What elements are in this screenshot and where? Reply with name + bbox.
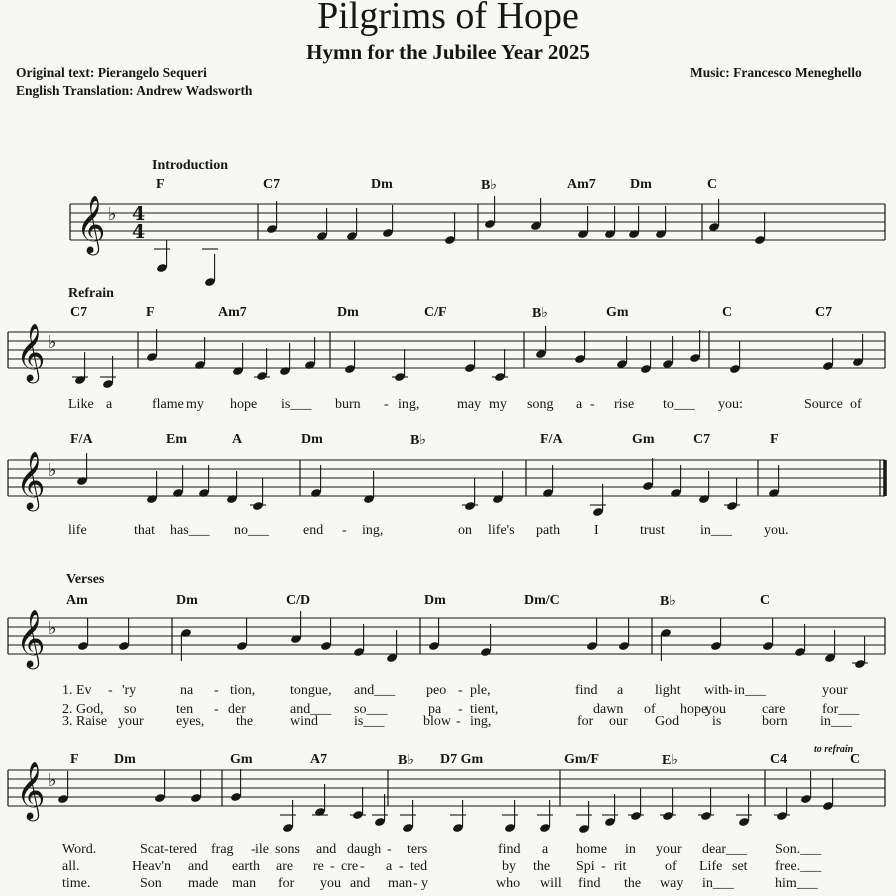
lyric-syllable: hope bbox=[230, 397, 258, 412]
chord-symbol: E♭ bbox=[662, 753, 678, 768]
lyric-syllable: tongue, bbox=[290, 683, 332, 698]
chord-symbol: C bbox=[722, 305, 733, 320]
lyric-syllable: y bbox=[421, 876, 428, 891]
lyric-syllable: born bbox=[762, 714, 788, 729]
chord-symbol: Dm bbox=[176, 593, 198, 608]
lyric-syllable: - bbox=[360, 859, 365, 874]
lyric-syllable: for___ bbox=[822, 702, 860, 717]
lyric-syllable: time. bbox=[62, 876, 91, 891]
time-signature-bottom: 4 bbox=[132, 221, 146, 243]
lyric-syllable: end bbox=[303, 523, 324, 538]
lyric-syllable: by bbox=[502, 859, 516, 874]
chord-symbol: B♭ bbox=[660, 594, 676, 609]
key-signature-flat-icon: ♭ bbox=[48, 618, 57, 639]
lyric-syllable: has___ bbox=[170, 523, 210, 538]
lyric-syllable: - bbox=[164, 842, 169, 857]
treble-clef-icon: 𝄞 bbox=[16, 609, 46, 667]
lyric-syllable: ted bbox=[410, 859, 428, 874]
lyric-syllable: is bbox=[712, 714, 722, 729]
chord-symbol: A7 bbox=[310, 752, 328, 767]
lyric-syllable: wind bbox=[290, 714, 318, 729]
lyric-syllable: earth bbox=[232, 859, 260, 874]
treble-clef-icon: 𝄞 bbox=[16, 323, 46, 381]
lyric-syllable: - bbox=[214, 702, 219, 717]
page-subtitle: Hymn for the Jubilee Year 2025 bbox=[306, 40, 590, 64]
lyric-syllable: - bbox=[387, 842, 392, 857]
lyric-syllable: Heav'n bbox=[132, 859, 172, 874]
lyric-syllable: of bbox=[850, 397, 862, 412]
lyric-syllable: rit bbox=[614, 859, 627, 874]
lyric-syllable: 1. Ev bbox=[62, 683, 92, 698]
lyric-syllable: no___ bbox=[234, 523, 269, 538]
chord-symbol: C bbox=[707, 177, 718, 192]
chord-symbol: Am bbox=[66, 593, 88, 608]
chord-symbol: C7 bbox=[70, 305, 88, 320]
lyric-syllable: find bbox=[498, 842, 521, 857]
lyric-syllable: ters bbox=[407, 842, 428, 857]
lyric-syllable: - bbox=[458, 702, 463, 717]
lyric-syllable: a bbox=[106, 397, 113, 412]
lyric-syllable: - bbox=[384, 397, 389, 412]
lyric-syllable: a bbox=[542, 842, 549, 857]
lyric-syllable: your bbox=[822, 683, 848, 698]
lyric-syllable: ten bbox=[176, 702, 194, 717]
chord-symbol: Dm bbox=[630, 177, 652, 192]
lyric-syllable: sons bbox=[275, 842, 300, 857]
lyric-syllable: - bbox=[413, 876, 418, 891]
lyric-syllable: man bbox=[388, 876, 413, 891]
lyric-syllable: you bbox=[320, 876, 341, 891]
section-label-introduction: Introduction bbox=[152, 158, 228, 173]
chord-symbol: Dm bbox=[337, 305, 359, 320]
lyric-syllable: dear___ bbox=[702, 842, 748, 857]
lyric-syllable: find bbox=[575, 683, 598, 698]
lyric-syllable: pa bbox=[428, 702, 442, 717]
key-signature-flat-icon: ♭ bbox=[108, 204, 117, 225]
lyric-syllable: ing, bbox=[470, 714, 492, 729]
chord-symbol: Gm/F bbox=[564, 752, 599, 767]
lyric-syllable: is___ bbox=[281, 397, 312, 412]
to-refrain-marking: to refrain bbox=[814, 744, 854, 755]
lyric-syllable: 2. God, bbox=[62, 702, 104, 717]
chord-symbol: F/A bbox=[540, 432, 563, 447]
chord-symbol: C7 bbox=[815, 305, 833, 320]
lyric-syllable: in___ bbox=[820, 714, 852, 729]
lyric-syllable: light bbox=[655, 683, 681, 698]
lyric-syllable: to___ bbox=[663, 397, 695, 412]
chord-symbol: A bbox=[232, 432, 243, 447]
lyric-syllable: of bbox=[665, 859, 677, 874]
translation-credit: English Translation: Andrew Wadsworth bbox=[16, 83, 253, 98]
lyric-syllable: the bbox=[533, 859, 551, 874]
chord-symbol: C7 bbox=[693, 432, 711, 447]
lyric-syllable: - bbox=[251, 842, 256, 857]
lyric-syllable: Son.___ bbox=[775, 842, 822, 857]
lyric-syllable: Spi bbox=[576, 859, 595, 874]
page-title: Pilgrims of Hope bbox=[317, 0, 579, 37]
lyric-syllable: hope, bbox=[680, 702, 711, 717]
lyric-syllable: Son bbox=[140, 876, 162, 891]
chord-symbol: Dm bbox=[371, 177, 393, 192]
lyric-syllable: and___ bbox=[354, 683, 396, 698]
lyric-syllable: ing, bbox=[398, 397, 420, 412]
lyric-syllable: - bbox=[330, 859, 335, 874]
lyric-syllable: free.___ bbox=[775, 859, 822, 874]
lyric-syllable: the bbox=[624, 876, 642, 891]
lyric-syllable: with bbox=[704, 683, 729, 698]
chord-symbol: B♭ bbox=[532, 306, 548, 321]
lyric-syllable: a bbox=[617, 683, 624, 698]
lyric-syllable: in___ bbox=[700, 523, 732, 538]
lyric-syllable: I bbox=[594, 523, 599, 538]
lyric-syllable: in bbox=[625, 842, 636, 857]
key-signature-flat-icon: ♭ bbox=[48, 332, 57, 353]
chord-symbol: C/F bbox=[424, 305, 447, 320]
lyric-syllable: song bbox=[527, 397, 554, 412]
lyric-syllable: man bbox=[232, 876, 257, 891]
lyric-syllable: find bbox=[578, 876, 601, 891]
chord-symbol: Gm bbox=[230, 752, 253, 767]
lyric-syllable: and bbox=[188, 859, 209, 874]
lyric-syllable: 3. Raise bbox=[62, 714, 108, 729]
lyric-syllable: - bbox=[399, 859, 404, 874]
lyric-syllable: made bbox=[188, 876, 219, 891]
chord-symbol: C/D bbox=[286, 593, 311, 608]
lyric-syllable: will bbox=[540, 876, 562, 891]
lyric-syllable: and bbox=[350, 876, 371, 891]
treble-clef-icon: 𝄞 bbox=[16, 451, 46, 509]
lyric-syllable: re bbox=[313, 859, 324, 874]
chord-symbol: Gm bbox=[632, 432, 655, 447]
lyric-syllable: tion, bbox=[230, 683, 256, 698]
lyric-syllable: - bbox=[214, 683, 219, 698]
lyric-syllable: - bbox=[108, 683, 113, 698]
chord-symbol: C7 bbox=[263, 177, 281, 192]
lyric-syllable: rise bbox=[614, 397, 635, 412]
lyric-syllable: him___ bbox=[775, 876, 818, 891]
key-signature-flat-icon: ♭ bbox=[48, 460, 57, 481]
treble-clef-icon: 𝄞 bbox=[76, 195, 106, 253]
chord-symbol: Dm bbox=[114, 752, 136, 767]
lyric-syllable: Like bbox=[68, 397, 94, 412]
music-credit: Music: Francesco Meneghello bbox=[690, 65, 862, 80]
lyric-syllable: daugh bbox=[347, 842, 382, 857]
lyric-syllable: a bbox=[576, 397, 583, 412]
chord-symbol: Gm bbox=[606, 305, 629, 320]
chord-symbol: Am7 bbox=[218, 305, 247, 320]
lyric-syllable: life bbox=[68, 523, 87, 538]
lyric-syllable: our bbox=[609, 714, 628, 729]
lyric-syllable: in___ bbox=[702, 876, 734, 891]
chord-symbol: F/A bbox=[70, 432, 93, 447]
chord-symbol: Em bbox=[166, 432, 187, 447]
lyric-syllable: blow bbox=[423, 714, 451, 729]
lyric-syllable: may bbox=[457, 397, 482, 412]
lyric-syllable: ing, bbox=[362, 523, 384, 538]
lyric-syllable: - bbox=[728, 683, 733, 698]
lyric-syllable: all. bbox=[62, 859, 80, 874]
lyric-syllable: home bbox=[576, 842, 608, 857]
chord-symbol: Dm/C bbox=[524, 593, 560, 608]
chord-symbol: F bbox=[156, 177, 165, 192]
lyric-syllable: a bbox=[386, 859, 393, 874]
lyric-syllable: Scat bbox=[140, 842, 165, 857]
lyric-syllable: tient, bbox=[470, 702, 499, 717]
lyric-syllable: set bbox=[732, 859, 748, 874]
lyric-syllable: God bbox=[655, 714, 680, 729]
lyric-syllable: tered bbox=[169, 842, 197, 857]
lyric-syllable: Word. bbox=[62, 842, 97, 857]
lyric-syllable: der bbox=[228, 702, 246, 717]
lyric-syllable: Life bbox=[699, 859, 723, 874]
lyric-syllable: frag bbox=[211, 842, 234, 857]
chord-symbol: C bbox=[850, 752, 861, 767]
lyric-syllable: for bbox=[577, 714, 594, 729]
lyric-syllable: care bbox=[762, 702, 786, 717]
lyric-syllable: on bbox=[458, 523, 472, 538]
chord-symbol: Am7 bbox=[567, 177, 596, 192]
lyric-syllable: my bbox=[489, 397, 507, 412]
lyric-syllable: in___ bbox=[734, 683, 766, 698]
lyric-syllable: the bbox=[236, 714, 254, 729]
lyric-syllable: path bbox=[536, 523, 561, 538]
chord-symbol: F bbox=[146, 305, 155, 320]
lyric-syllable: - bbox=[601, 859, 606, 874]
chord-symbol: B♭ bbox=[410, 433, 426, 448]
lyric-syllable: you bbox=[705, 702, 726, 717]
lyric-syllable: peo bbox=[426, 683, 447, 698]
lyric-syllable: your bbox=[118, 714, 144, 729]
lyric-syllable: burn bbox=[335, 397, 361, 412]
chord-symbol: Dm bbox=[424, 593, 446, 608]
lyric-syllable: and bbox=[316, 842, 337, 857]
chord-symbol: B♭ bbox=[481, 178, 497, 193]
lyric-syllable: - bbox=[456, 714, 461, 729]
section-label-verses: Verses bbox=[66, 572, 105, 587]
lyric-syllable: trust bbox=[640, 523, 665, 538]
lyric-syllable: 'ry bbox=[122, 683, 137, 698]
lyric-syllable: cre bbox=[341, 859, 359, 874]
lyric-syllable: of bbox=[644, 702, 656, 717]
treble-clef-icon: 𝄞 bbox=[16, 761, 46, 819]
lyric-syllable: you. bbox=[764, 523, 789, 538]
chord-symbol: D7 Gm bbox=[440, 752, 484, 767]
lyric-syllable: dawn bbox=[593, 702, 624, 717]
lyric-syllable: you: bbox=[718, 397, 743, 412]
lyric-syllable: Source bbox=[804, 397, 843, 412]
chord-symbol: Dm bbox=[301, 432, 323, 447]
lyric-syllable: ile bbox=[255, 842, 269, 857]
lyric-syllable: your bbox=[656, 842, 682, 857]
lyric-syllable: flame bbox=[152, 397, 184, 412]
chord-symbol: F bbox=[70, 752, 79, 767]
lyric-syllable: - bbox=[342, 523, 347, 538]
lyric-syllable: na bbox=[180, 683, 194, 698]
chord-symbol: C4 bbox=[770, 752, 788, 767]
lyric-syllable: my bbox=[186, 397, 204, 412]
key-signature-flat-icon: ♭ bbox=[48, 770, 57, 791]
lyric-syllable: eyes, bbox=[176, 714, 205, 729]
lyric-syllable: way bbox=[660, 876, 684, 891]
lyric-syllable: so bbox=[124, 702, 137, 717]
chord-symbol: B♭ bbox=[398, 753, 414, 768]
lyric-syllable: life's bbox=[488, 523, 515, 538]
lyric-syllable: is___ bbox=[354, 714, 385, 729]
lyric-syllable: who bbox=[496, 876, 521, 891]
lyric-syllable: for bbox=[278, 876, 295, 891]
lyric-syllable: ple, bbox=[470, 683, 491, 698]
lyric-syllable: so___ bbox=[354, 702, 388, 717]
chord-symbol: F bbox=[770, 432, 779, 447]
section-label-refrain: Refrain bbox=[68, 286, 114, 301]
time-signature-top: 4 bbox=[132, 203, 146, 225]
original-text-credit: Original text: Pierangelo Sequeri bbox=[16, 65, 207, 80]
lyric-syllable: are bbox=[276, 859, 294, 874]
lyric-syllable: that bbox=[134, 523, 155, 538]
lyric-syllable: - bbox=[458, 683, 463, 698]
lyric-syllable: and___ bbox=[290, 702, 332, 717]
chord-symbol: C bbox=[760, 593, 771, 608]
lyric-syllable: - bbox=[590, 397, 595, 412]
